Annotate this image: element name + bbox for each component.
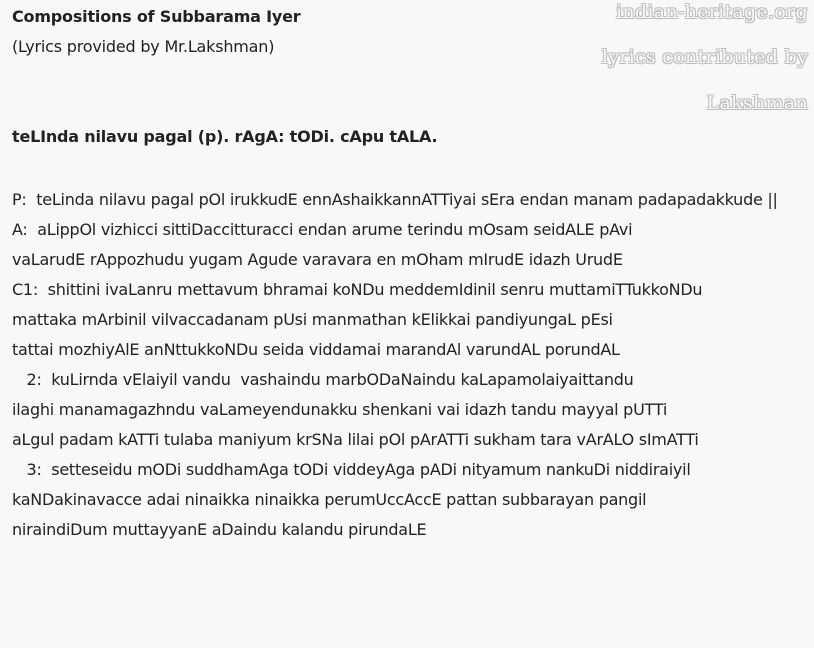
lyrics-block xyxy=(12,187,812,547)
lyrics-line: 3: setteseidu mODi suddhamAga tODi viddeyAga pADi nityamum nankuDi niddiraiyil xyxy=(12,460,691,479)
lyrics-line: kaNDakinavacce adai ninaikka ninaikka perumUccAccE pattan subbarayan pangil xyxy=(12,490,647,509)
lyrics-line: mattaka mArbinil vilvaccadanam pUsi manmathan kElikkai pandiyungaL pEsi xyxy=(12,310,613,329)
watermark xyxy=(602,0,808,126)
page-heading: Compositions of Subbarama Iyer xyxy=(12,7,301,26)
lyrics-line: ilaghi manamagazhndu vaLameyendunakku shenkani vai idazh tandu mayyal pUTTi xyxy=(12,400,668,419)
watermark-site: indian-heritage.org xyxy=(616,1,808,23)
lyrics-line: aLgul padam kATTi tulaba maniyum krSNa lilai pOl pArATTi sukham tara vArALO sImATTi xyxy=(12,430,699,449)
lyrics-line: niraindiDum muttayyanE aDaindu kalandu pirundaLE xyxy=(12,520,427,539)
lyrics-line: C1: shittini ivaLanru mettavum bhramai koNDu meddemIdinil senru muttamiTTukkoNDu xyxy=(12,280,703,299)
watermark-credit: lyrics contributed by xyxy=(601,46,808,68)
watermark-contributor: Lakshman xyxy=(706,92,808,114)
lyrics-line: 2: kuLirnda vElaiyil vandu vashaindu marbODaNaindu kaLapamolaiyaittandu xyxy=(12,370,634,389)
page-subheading: (Lyrics provided by Mr.Lakshman) xyxy=(12,37,275,56)
song-title: teLInda nilavu pagal (p). rAgA: tODi. cApu tALA. xyxy=(12,127,438,146)
lyrics-line: vaLarudE rAppozhudu yugam Agude varavara en mOham mIrudE idazh UrudE xyxy=(12,250,623,269)
lyrics-line: P: teLinda nilavu pagal pOl irukkudE ennAshaikkannATTiyai sEra endan manam padapadakkude || xyxy=(12,190,778,209)
lyrics-line: A: aLippOl vizhicci sittiDaccitturacci endan arume terindu mOsam seidALE pAvi xyxy=(12,220,633,239)
lyrics-line: tattai mozhiyAlE anNttukkoNDu seida viddamai marandAl varundAL porundAL xyxy=(12,340,620,359)
